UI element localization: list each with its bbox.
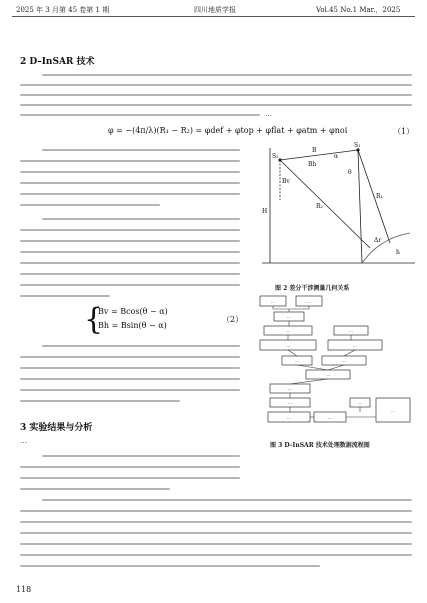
flowchart-node: … [327, 416, 333, 421]
flowchart-node: … [390, 409, 396, 414]
figure-3-flowchart [250, 294, 420, 434]
diagram-label: Bv [282, 178, 290, 185]
figure-2-diagram [250, 138, 420, 278]
figure-3-caption: 图 3 D–InSAR 技术处理数据流程图 [270, 442, 370, 449]
diagram-label: S₂ [272, 153, 279, 160]
flowchart-node: … [352, 344, 358, 349]
diagram-label: α [334, 153, 339, 160]
journal-volume: Vol.45 No.1 Mar.，2025 [316, 6, 401, 14]
diagram-label: B [312, 147, 317, 154]
section-heading: 2 D–InSAR 技术 [20, 57, 95, 67]
page-number: 118 [16, 585, 32, 594]
journal-issue: 2025 年 3 月第 45 卷第 1 期 [16, 6, 110, 14]
flowchart-node: … [294, 359, 300, 364]
flowchart-node: … [287, 401, 293, 406]
diagram-label: θ [348, 169, 352, 176]
diagram-label: H [262, 208, 268, 215]
flowchart-node: … [357, 401, 363, 406]
equation-number: （1） [393, 127, 415, 136]
journal-name: 四川地质学报 [194, 6, 236, 14]
diagram-label: R₂ [316, 203, 323, 210]
section-heading: 3 实验结果与分析 [20, 423, 93, 433]
flowchart-node: … [286, 416, 292, 421]
equation-number: （2） [222, 315, 244, 324]
flowchart-node: … [341, 359, 347, 364]
header-rule [12, 16, 415, 17]
diagram-label: R₁ [376, 193, 383, 200]
figure-2-caption: 图 2 差分干涉测量几何关系 [275, 285, 350, 292]
diagram-label: Bh [308, 161, 317, 168]
flowchart-node: … [287, 387, 293, 392]
flowchart-node: … [285, 344, 291, 349]
flowchart-node: … [270, 300, 276, 305]
subsection-heading: … [20, 437, 27, 445]
flowchart-node: … [348, 329, 354, 334]
flowchart-node: … [325, 373, 331, 378]
flowchart-node: … [306, 300, 312, 305]
equation-1: φ = −(4π/λ)(R₁ − R₂) = φdef + φtop + φflat + φatm + φnoi [108, 126, 348, 135]
diagram-label: S₁ [354, 142, 361, 149]
flowchart-node: … [285, 329, 291, 334]
diagram-label: Δr [374, 237, 382, 244]
diagram-label: h [396, 249, 400, 256]
flowchart-node: … [286, 315, 292, 320]
